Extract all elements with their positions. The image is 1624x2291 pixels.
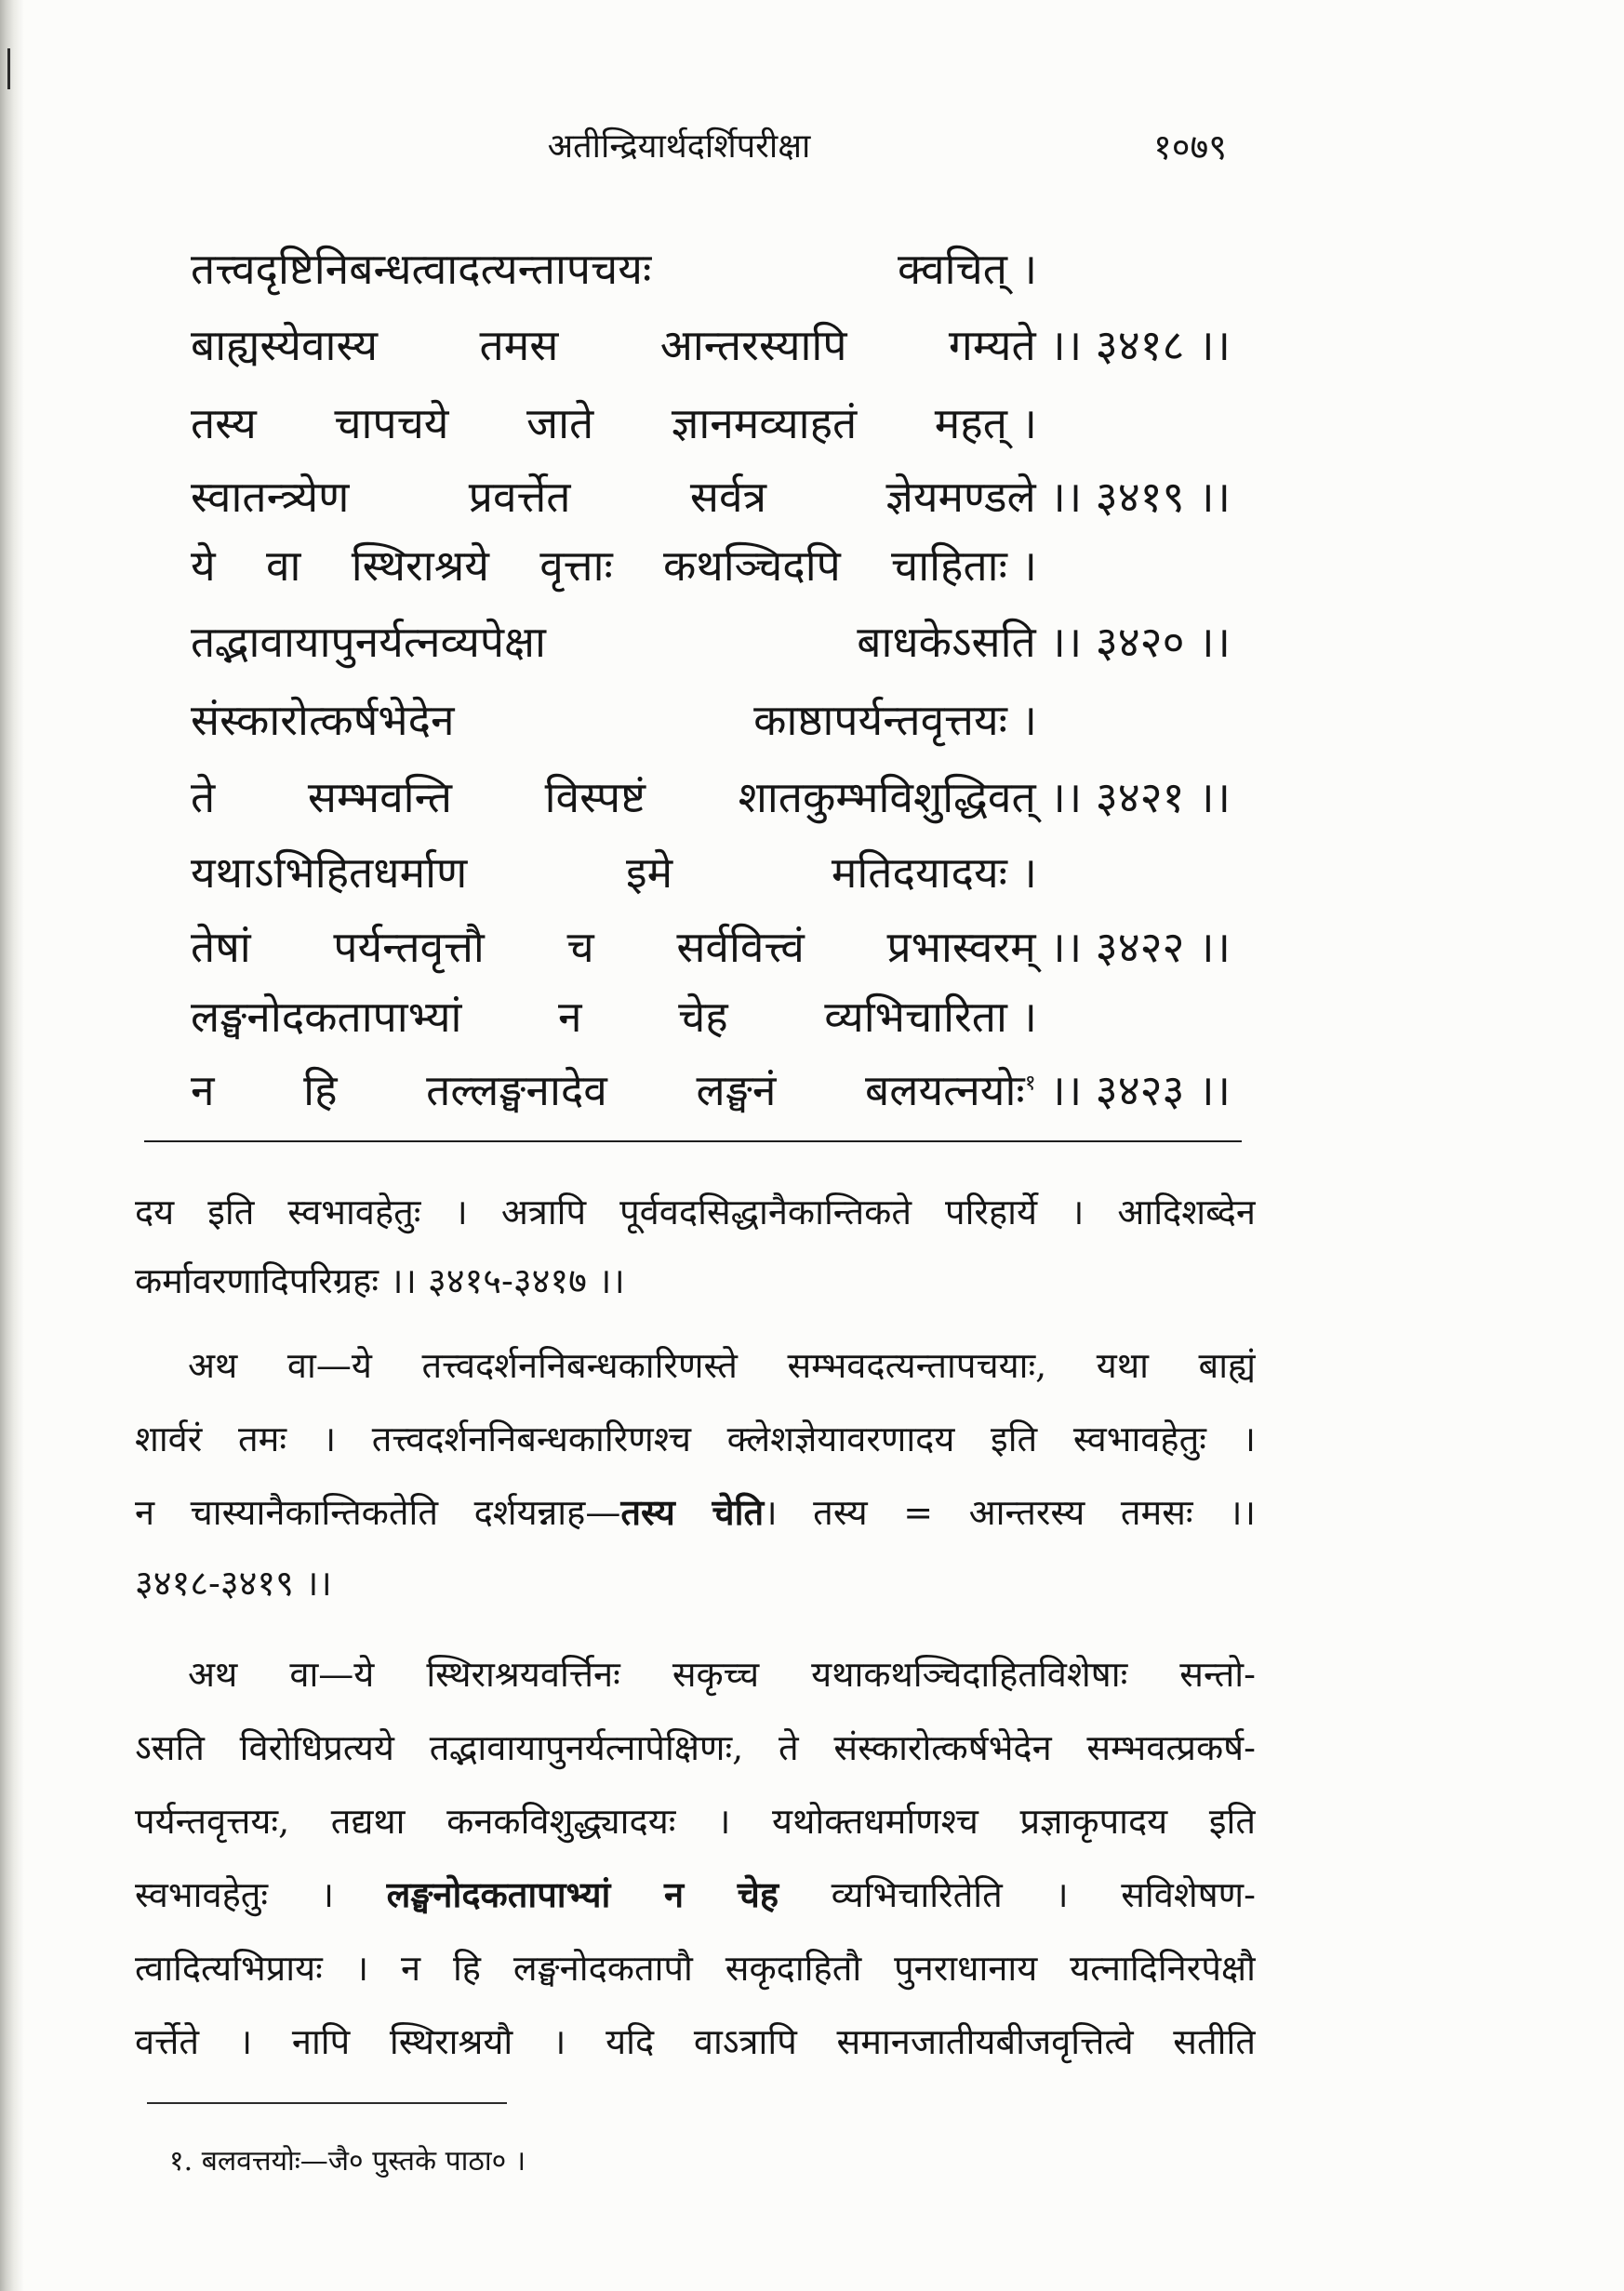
verse-word: कथञ्चिदपि: [663, 540, 841, 591]
verse-word: तस्य: [191, 398, 257, 448]
verse-line: [191, 1055, 1231, 1126]
verse-word: पर्यन्तवृत्तौ: [333, 922, 485, 972]
commentary-line: अथ वा—ये तत्त्वदर्शननिबन्धकारिणस्ते सम्भवदत्यन्तापचयाः, यथा बाह्यं: [188, 1345, 1256, 1386]
verse-ending: [949, 310, 1231, 380]
commentary-line: पर्यन्तवृत्तयः, तद्यथा कनकविशुद्ध्यादयः । यथोक्तधर्माणश्च प्रज्ञाकृपादय इति: [135, 1801, 1256, 1842]
verse-ending: [739, 762, 1231, 832]
verse-line: [191, 233, 1037, 304]
verse-word: विस्पष्टं: [544, 772, 646, 822]
verse-word: सर्वत्र: [689, 472, 766, 522]
verse-word: शातकुम्भविशुद्धिवत्: [738, 772, 1036, 822]
verse-ending: [886, 912, 1231, 982]
footnote: [169, 2138, 839, 2185]
verse-word: काष्ठापर्यन्तवृत्तयः ।: [753, 695, 1037, 745]
commentary-line: कर्मावरणादिपरिग्रहः ।। ३४१५-३४१७ ।।: [135, 1260, 625, 1301]
verse-word: चापचये: [334, 398, 449, 448]
verse-number: ।। ३४२२ ।।: [1049, 922, 1231, 972]
verse-word: बलयत्नयोः: [865, 1065, 1025, 1115]
verse-number: ।। ३४२३ ।।: [1049, 1065, 1231, 1115]
verse-word: न: [557, 992, 582, 1042]
footnote-marker: १: [1024, 1071, 1036, 1096]
verse-line: [191, 685, 1037, 755]
commentary-line: अथ वा—ये स्थिराश्रयवर्त्तिनः सकृच्च यथाकथञ्चिदाहितविशेषाः सन्तो-: [188, 1654, 1256, 1695]
commentary-text: न चास्यानैकान्तिकतेति दर्शयन्नाह—: [135, 1492, 621, 1533]
verse-word: जाते: [526, 398, 594, 448]
verse-word: मतिदयादयः ।: [831, 847, 1037, 898]
verse-word: तमस: [479, 320, 559, 370]
verse-line: [191, 837, 1037, 908]
verse-line: [191, 762, 1231, 832]
commentary-line: दय इति स्वभावहेतुः । अत्रापि पूर्ववदसिद्धानैकान्तिकते परिहार्ये । आदिशब्देन: [135, 1192, 1256, 1232]
verse-number: ।। ३४२० ।।: [1049, 617, 1231, 667]
commentary-line: [135, 1861, 1256, 1928]
verse-word: महत् ।: [934, 398, 1037, 448]
verse-word: क्वचित् ।: [897, 244, 1037, 294]
verse-word: तद्भावायापुनर्यत्नव्यपेक्षा: [191, 617, 546, 667]
verse-word: वा: [265, 540, 301, 591]
commentary-line: शार्वरं तमः । तत्त्वदर्शननिबन्धकारिणश्च क्लेशज्ञेयावरणादय इति स्वभावहेतुः ।: [135, 1419, 1256, 1459]
footnote-text: बलवत्तयोः—जै० पुस्तके पाठा० ।: [201, 2145, 526, 2178]
verse-number: ।। ३४१९ ।।: [1049, 472, 1231, 522]
verse-word: चेह: [678, 992, 728, 1042]
verse-word: गम्यते: [948, 320, 1036, 370]
verse-word: सम्भवन्ति: [307, 772, 452, 822]
verse-word: तत्त्वदृष्टिनिबन्धत्वादत्यन्तापचयः: [191, 244, 652, 294]
emphasis: लङ्घनोदकतापाभ्यां न चेह: [386, 1873, 779, 1915]
verse-word: प्रभास्वरम्: [886, 922, 1036, 972]
verse-number: ।। ३४२१ ।।: [1049, 772, 1231, 822]
verse-word: बाह्यस्येवास्य: [191, 320, 379, 370]
verse-word: व्यभिचारिता ।: [824, 992, 1037, 1042]
verse-word: हि: [303, 1065, 338, 1115]
verse-word: संस्कारोत्कर्षभेदेन: [191, 695, 455, 745]
verse-word: यथाऽभिहितधर्माण: [191, 847, 468, 898]
verse-word: तल्लङ्घनादेव: [426, 1065, 607, 1115]
commentary-line: वर्त्तेते । नापि स्थिराश्रयौ । यदि वाऽत्रापि समानजातीयबीजवृत्तित्वे सतीति: [135, 2021, 1256, 2062]
footnote-number: १.: [169, 2145, 193, 2178]
verse-word: स्वातन्त्र्येण: [191, 472, 350, 522]
verse-word: चाहिताः ।: [891, 540, 1037, 591]
verse-separator-rule: [144, 1140, 1242, 1142]
commentary-line: ३४१८-३४१९ ।।: [135, 1563, 332, 1604]
verse-line: [191, 310, 1231, 380]
verse-word: लङ्घनं: [696, 1065, 777, 1115]
verse-word: वृत्ताः: [539, 540, 613, 591]
verse-line: [191, 981, 1037, 1052]
verse-word: प्रवर्त्तेत: [468, 472, 571, 522]
verse-word: लङ्घनोदकतापाभ्यां: [191, 992, 462, 1042]
commentary-text: । तस्य = आन्तरस्य तमसः ।।: [764, 1492, 1256, 1533]
verse-word: ते: [191, 772, 216, 822]
commentary-line: [135, 1479, 1256, 1546]
verse-word: स्थिराश्रये: [351, 540, 489, 591]
verse-word: ज्ञेयमण्डले: [885, 472, 1036, 522]
commentary-line: ऽसति विरोधिप्रत्यये तद्भावायापुनर्यत्नापेक्षिणः, ते संस्कारोत्कर्षभेदेन सम्भवत्प्रकर्ष-: [135, 1727, 1256, 1768]
verse-word: न: [191, 1065, 215, 1115]
verse-ending: [865, 1055, 1231, 1126]
verse-word: ज्ञानमव्याहतं: [671, 398, 858, 448]
scan-mark: [7, 48, 10, 89]
footnote-rule: [147, 2102, 507, 2104]
commentary-text: व्यभिचारितेति । सविशेषण-: [831, 1874, 1256, 1915]
page-number: १०७९: [1153, 127, 1228, 167]
verse-word: आन्तरस्यापि: [659, 320, 847, 370]
verse-line: [191, 912, 1231, 982]
verse-word: च: [566, 922, 594, 972]
verse-word: ये: [191, 540, 216, 591]
verse-number: ।। ३४१८ ।।: [1049, 320, 1231, 370]
commentary-text: स्वभावहेतुः ।: [135, 1874, 335, 1915]
verse-ending: [857, 606, 1231, 677]
verse-line: [191, 461, 1231, 532]
verse-line: [191, 388, 1037, 459]
verse-line: [191, 606, 1231, 677]
verse-line: [191, 530, 1037, 601]
emphasis: तस्य चेति: [620, 1491, 765, 1533]
running-title: अतीन्द्रियार्थदर्शिपरीक्षा: [547, 127, 811, 166]
verse-word: इमे: [626, 847, 673, 898]
commentary-line: त्वादित्यभिप्रायः । न हि लङ्घनोदकतापौ सकृदाहितौ पुनराधानाय यत्नादिनिरपेक्षौ: [135, 1948, 1256, 1989]
verse-ending: [885, 461, 1231, 532]
verse-word: सर्ववित्त्वं: [676, 922, 805, 972]
scan-edge: [0, 0, 24, 2291]
verse-word: तेषां: [191, 922, 251, 972]
verse-word: बाधकेऽसति: [857, 617, 1036, 667]
